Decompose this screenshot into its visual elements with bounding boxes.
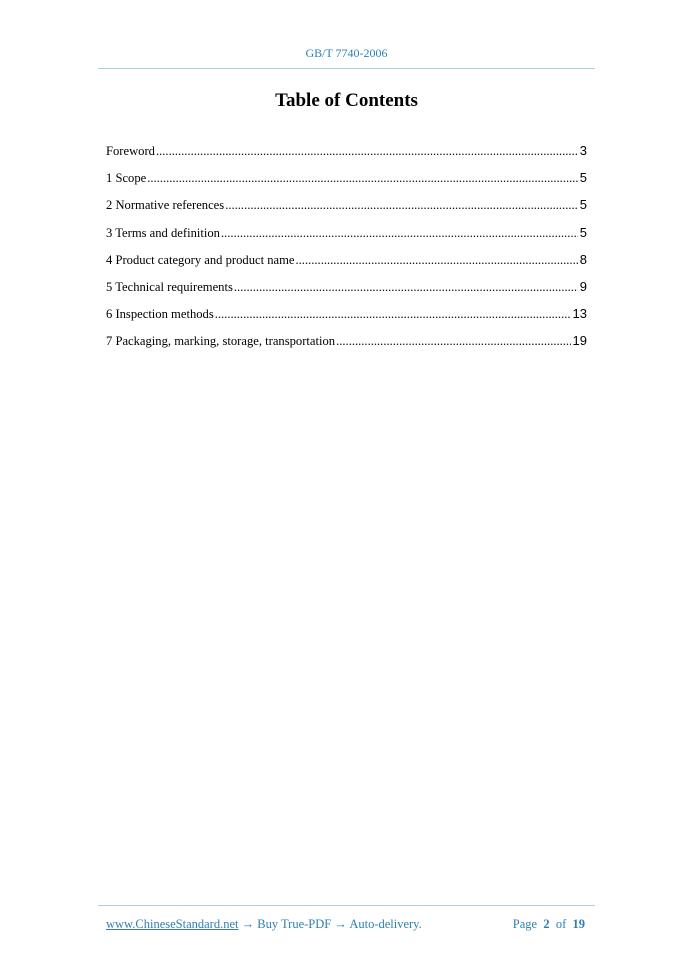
auto-delivery-text: Auto-delivery. (349, 917, 422, 931)
toc-dot-leader (221, 226, 578, 241)
toc-dot-leader (147, 171, 578, 186)
page-indicator (513, 917, 585, 932)
toc-entry-product-category[interactable] (106, 252, 587, 279)
toc-entry-terms-and-definition[interactable] (106, 225, 587, 252)
toc-dot-leader (156, 144, 578, 159)
toc-entry-label: Foreword (106, 144, 155, 158)
toc-entry-label: 3 Terms and definition (106, 225, 220, 240)
toc-entry-page: 5 (579, 197, 587, 213)
toc-entry-label: 4 Product category and product name (106, 252, 295, 267)
of-label: of (555, 917, 567, 931)
toc-dot-leader (234, 280, 578, 295)
toc-entry-inspection-methods[interactable] (106, 306, 587, 333)
toc-entry-page: 5 (579, 224, 587, 240)
toc-entry-label: 2 Normative references (106, 198, 225, 213)
toc-entry-label: 7 Packaging, marking, storage, transportation (106, 334, 336, 349)
toc-entry-page: 19 (572, 333, 587, 349)
toc-entry-label: 6 Inspection methods (106, 307, 214, 322)
footer-divider (98, 905, 595, 906)
toc-entry-scope[interactable] (106, 170, 587, 197)
toc-entry-normative-references[interactable] (106, 197, 587, 224)
toc-entry-packaging[interactable] (106, 333, 587, 360)
toc-entry-technical-requirements[interactable] (106, 279, 587, 306)
page-label: Page (512, 917, 538, 931)
toc-entry-page: 5 (579, 170, 587, 186)
toc-list (106, 143, 587, 361)
toc-entry-page: 8 (579, 251, 587, 267)
toc-entry-label: 1 Scope (106, 171, 147, 186)
toc-entry-foreword[interactable] (106, 143, 587, 170)
toc-dot-leader (225, 198, 578, 213)
arrow-icon: → (238, 917, 258, 931)
toc-entry-page: 9 (579, 278, 587, 294)
total-pages-number: 19 (572, 917, 585, 931)
toc-title: Table of Contents (275, 90, 418, 111)
toc-dot-leader (296, 253, 578, 268)
toc-entry-label: 5 Technical requirements (106, 279, 233, 294)
buy-pdf-link[interactable]: Buy True-PDF (257, 917, 332, 931)
current-page-number: 2 (543, 917, 550, 931)
toc-dot-leader (336, 334, 570, 349)
toc-dot-leader (215, 307, 571, 322)
toc-entry-page: 3 (579, 143, 587, 158)
footer-promo (106, 917, 422, 932)
toc-entry-page: 13 (572, 306, 587, 322)
website-link[interactable]: www.ChineseStandard.net (106, 917, 239, 931)
arrow-icon: → (331, 917, 350, 931)
header-divider (98, 68, 595, 69)
document-code-header: GB/T 7740-2006 (305, 46, 388, 60)
